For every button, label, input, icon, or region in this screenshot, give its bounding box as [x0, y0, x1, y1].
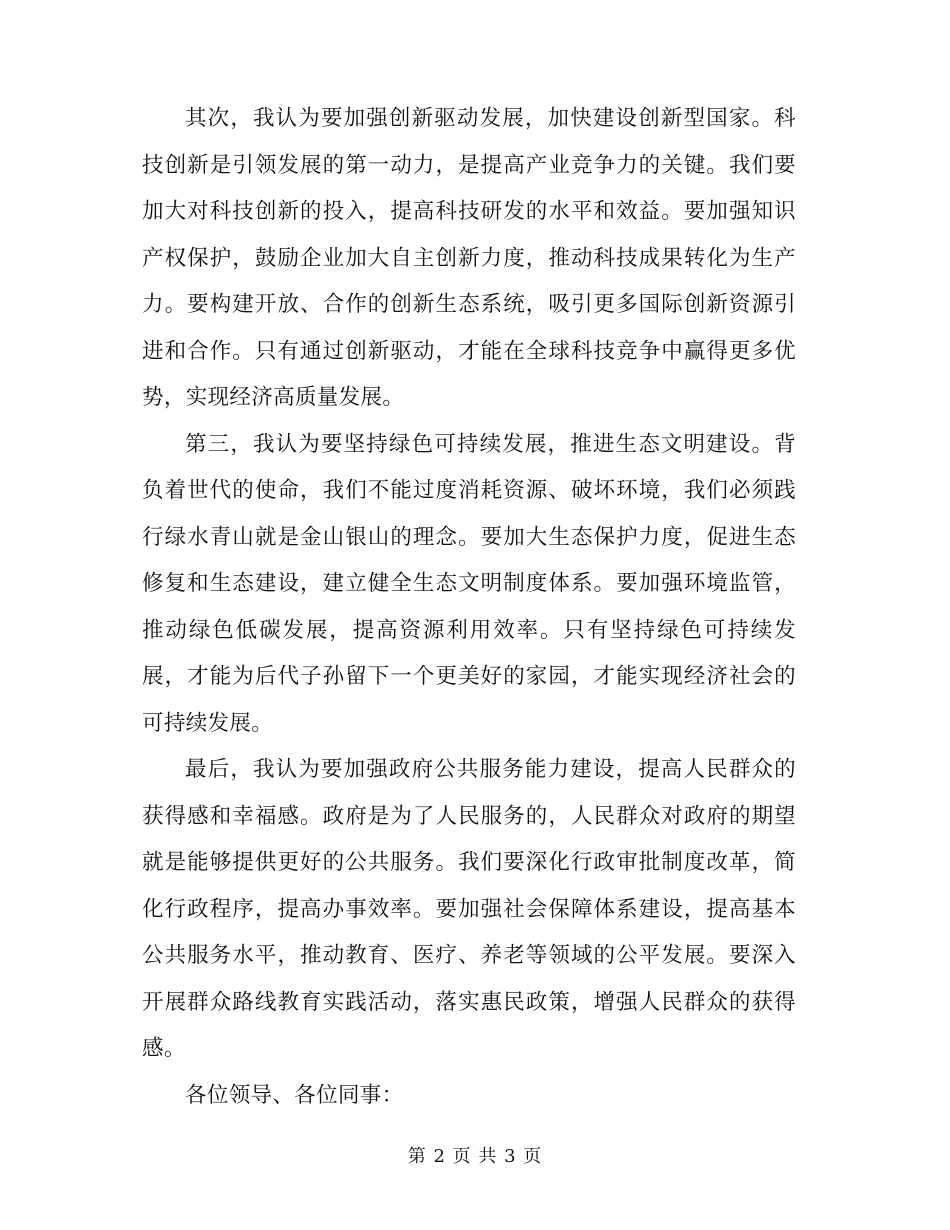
paragraph-green-development: 第三，我认为要坚持绿色可持续发展，推进生态文明建设。背负着世代的使命，我们不能过度消耗资源、破坏环境，我们必须践行绿水青山就是金山银山的理念。要加大生态保护力度，促进生态修复和生态建设，建立健全生态文明制度体系。要加强环境监管，推动绿色低碳发展，提高资源利用效率。只有坚持绿色可持续发展，才能为后代子孙留下一个更美好的家园，才能实现经济社会的可持续发展。: [142, 431, 796, 736]
page-number-footer: 第 2 页 共 3 页: [407, 1146, 543, 1167]
paragraph-innovation: 其次，我认为要加强创新驱动发展，加快建设创新型国家。科技创新是引领发展的第一动力，是提高产业竞争力的关键。我们要加大对科技创新的投入，提高科技研发的水平和效益。要加强知识产权保护，鼓励企业加大自主创新力度，推动科技成果转化为生产力。要构建开放、合作的创新生态系统，吸引更多国际创新资源引进和合作。只有通过创新驱动，才能在全球科技竞争中赢得更多优势，实现经济高质量发展。: [142, 106, 796, 410]
document-body: [142, 96, 796, 1119]
paragraph-salutation: 各位领导、各位同事：: [185, 1082, 404, 1108]
paragraph-public-service: 最后，我认为要加强政府公共服务能力建设，提高人民群众的获得感和幸福感。政府是为了人民服务的，人民群众对政府的期望就是能够提供更好的公共服务。我们要深化行政审批制度改革，简化行政程序，提高办事效率。要加强社会保障体系建设，提高基本公共服务水平，推动教育、医疗、养老等领域的公平发展。要深入开展群众路线教育实践活动，落实惠民政策，增强人民群众的获得感。: [142, 757, 796, 1061]
